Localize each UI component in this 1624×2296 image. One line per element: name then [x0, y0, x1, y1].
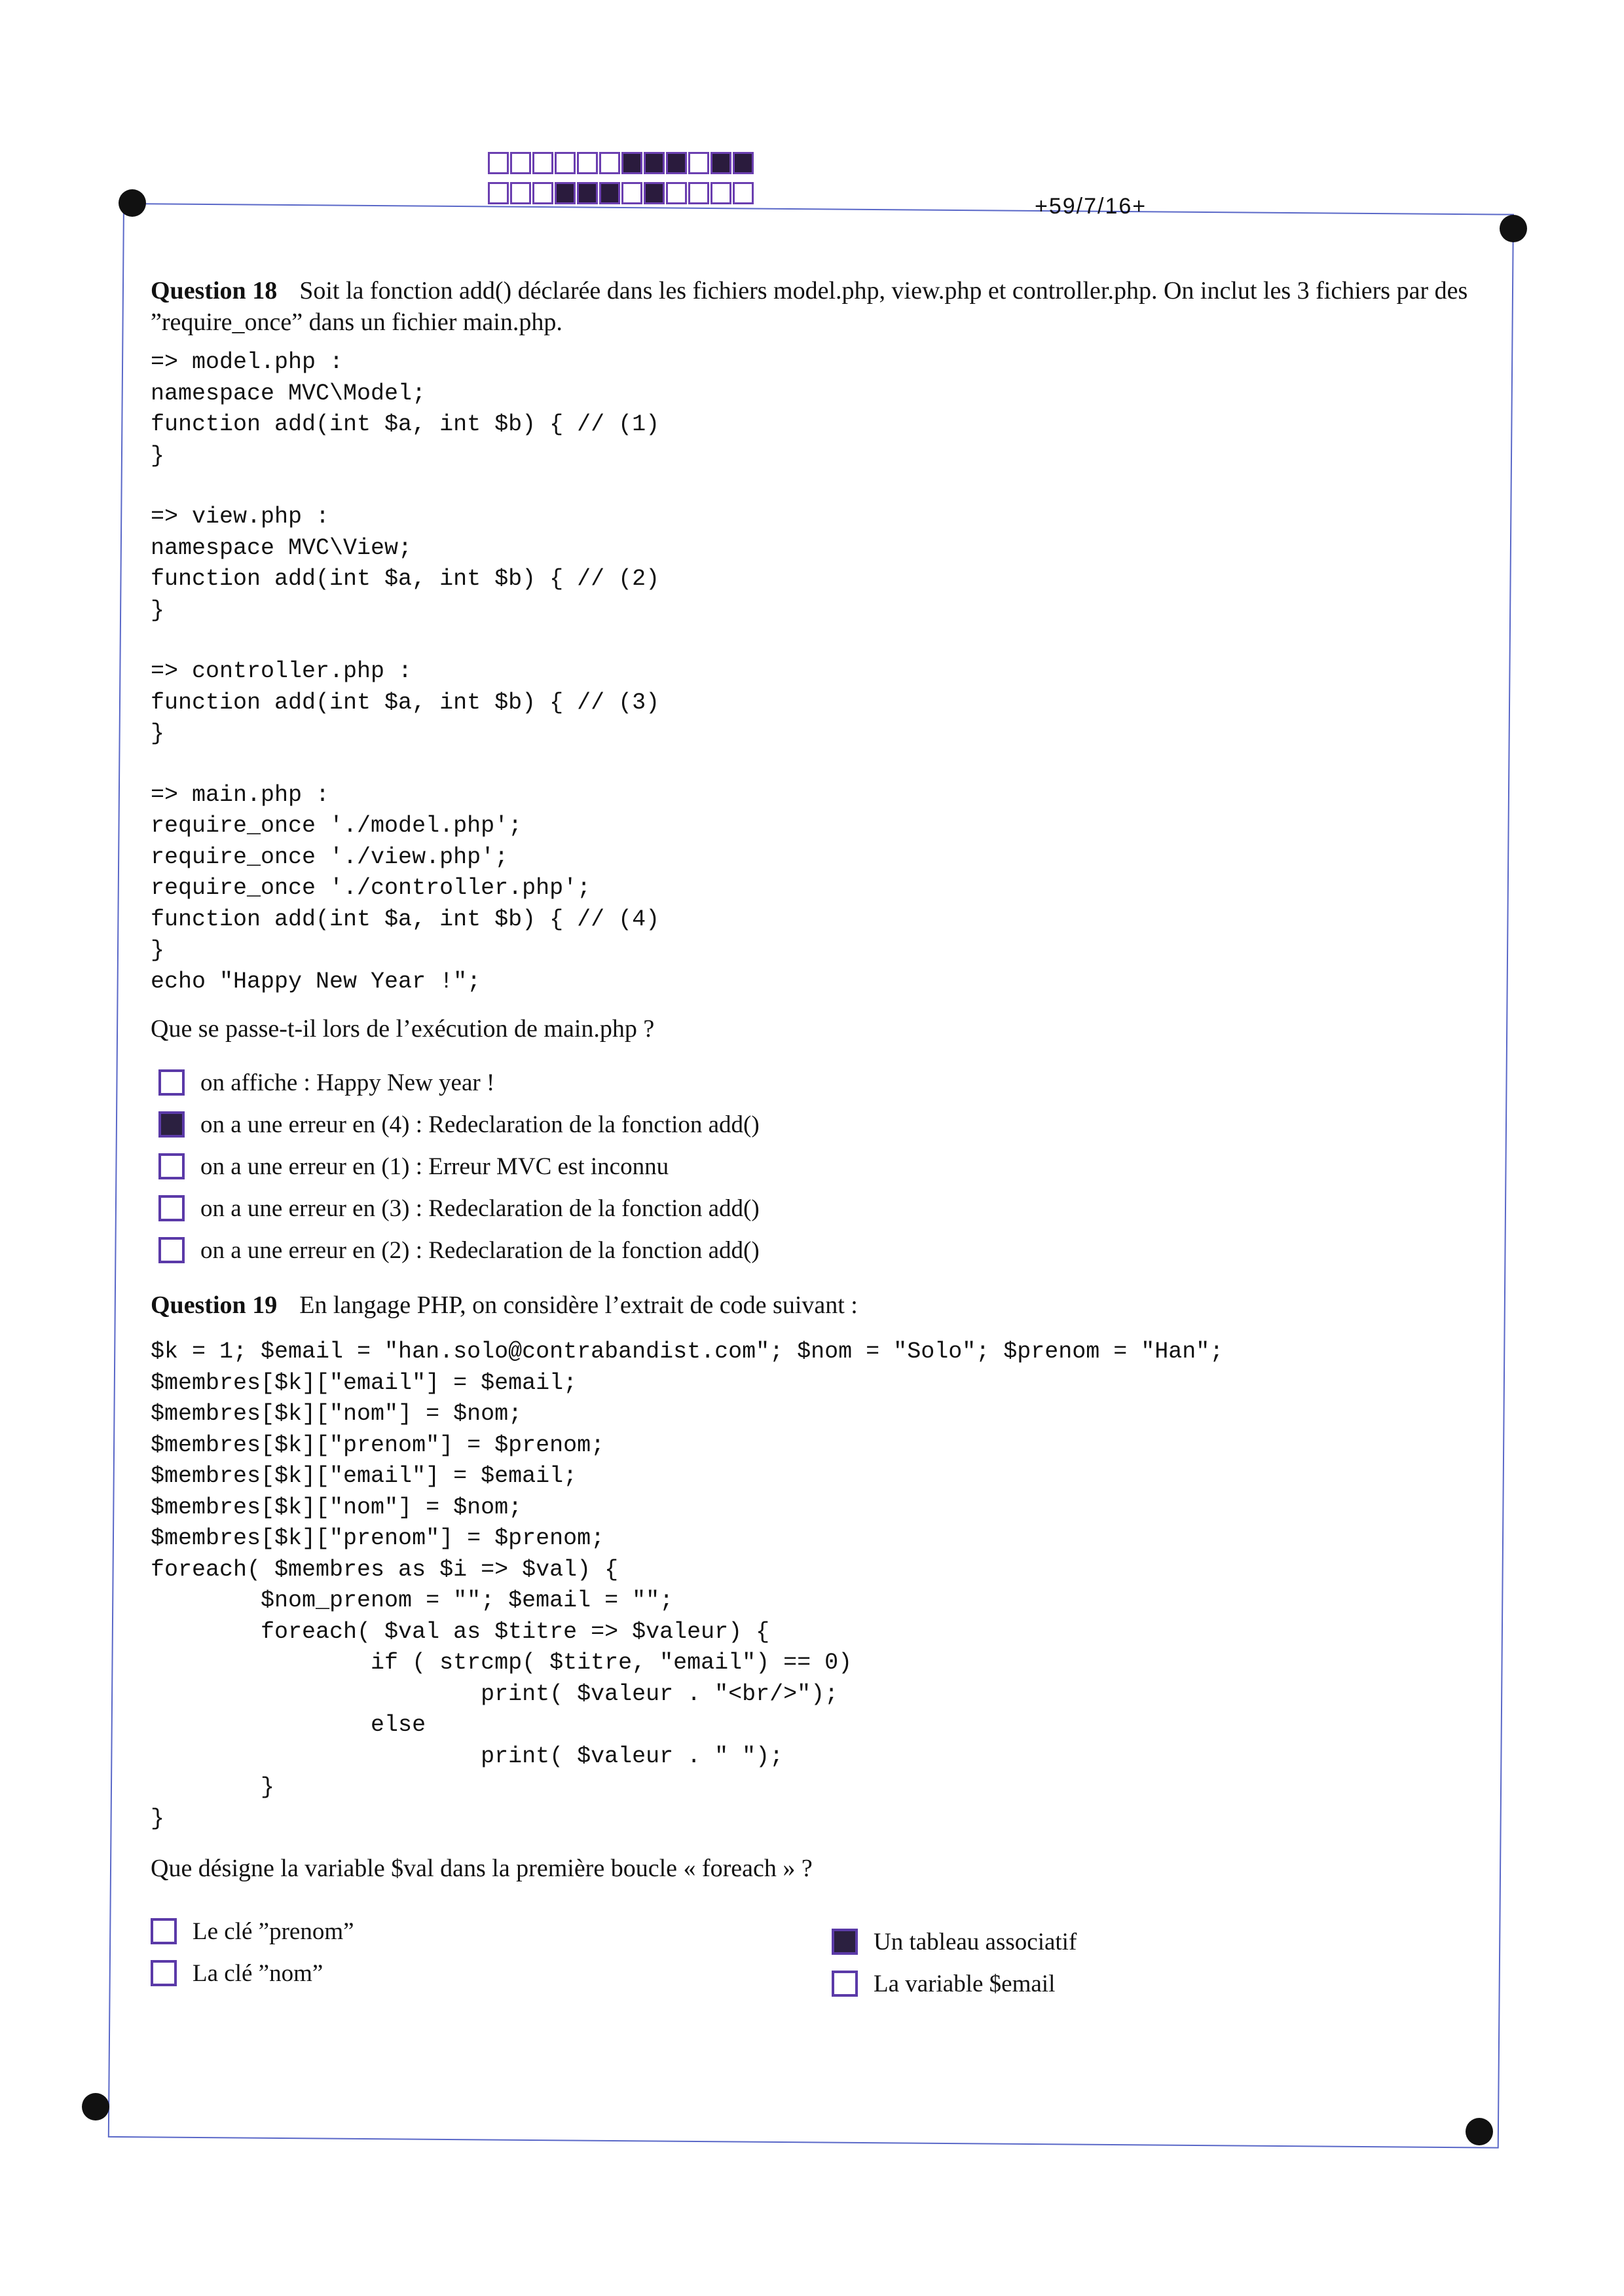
barcode-cell	[577, 152, 598, 174]
checkbox[interactable]	[151, 1918, 177, 1944]
barcode-cell	[644, 152, 665, 174]
choice-label: La clé ”nom”	[193, 1959, 323, 1987]
exam-content	[151, 275, 1493, 2009]
checkbox[interactable]	[832, 1929, 858, 1955]
corner-mark-top-left	[119, 189, 146, 217]
barcode-cell	[688, 152, 709, 174]
choice-label: on a une erreur en (3) : Redeclaration de la fonction add()	[200, 1194, 760, 1222]
question-19-header	[151, 1289, 1493, 1321]
code-view-text: => view.php : namespace MVC\View; function add(int $a, int $b) { // (2) }	[151, 504, 660, 623]
corner-mark-top-right	[1500, 215, 1527, 242]
choice-item[interactable]	[832, 1963, 1077, 2005]
question-18-label: Question 18	[151, 277, 278, 305]
question-19-prompt: Que désigne la variable $val dans la première boucle « foreach » ?	[151, 1855, 813, 1882]
checkbox[interactable]	[158, 1237, 185, 1263]
checkbox[interactable]	[158, 1069, 185, 1096]
barcode-cell	[532, 152, 553, 174]
code-main-text: => main.php : require_once './model.php'; require_once './view.php'; require_once './controller.php'; function add(int $a, int $b) { // (4) } echo "Happy New Year !";	[151, 781, 660, 995]
choices-left-column	[151, 1910, 354, 1994]
question-18-text: Soit la fonction add() déclarée dans les fichiers model.php, view.php et controller.php. On inclut les 3 fichiers par des ”require_once” dans un fichier main.php.	[151, 277, 1468, 336]
code-main	[151, 780, 1493, 998]
choice-label: on affiche : Happy New year !	[200, 1069, 495, 1096]
choice-item[interactable]	[158, 1145, 1493, 1187]
choice-item[interactable]	[832, 1921, 1077, 1963]
question-19-label: Question 19	[151, 1291, 278, 1319]
checkbox[interactable]	[151, 1960, 177, 1986]
barcode-cell	[488, 182, 509, 204]
choice-label: La variable $email	[874, 1970, 1056, 1997]
checkbox[interactable]	[832, 1971, 858, 1997]
barcode-cell	[488, 152, 509, 174]
question-18-prompt: Que se passe-t-il lors de l’exécution de main.php ?	[151, 1015, 655, 1043]
barcode-cell	[666, 182, 687, 204]
barcode-cell	[710, 152, 731, 174]
barcode-cell	[510, 152, 531, 174]
code-model	[151, 347, 1493, 472]
choice-label: Le clé ”prenom”	[193, 1917, 354, 1945]
barcode-cell	[599, 152, 620, 174]
code-controller	[151, 656, 1493, 750]
barcode-cell	[710, 182, 731, 204]
choice-label: Un tableau associatif	[874, 1928, 1077, 1955]
question-19-text: En langage PHP, on considère l’extrait de code suivant :	[299, 1291, 858, 1319]
barcode-cell	[733, 182, 754, 204]
barcode-cell	[555, 182, 576, 204]
choice-item[interactable]	[158, 1187, 1493, 1229]
barcode-cell	[621, 152, 642, 174]
page-id: +59/7/16+	[1035, 194, 1147, 219]
checkbox[interactable]	[158, 1111, 185, 1138]
barcode-cell	[666, 152, 687, 174]
barcode-cell	[599, 182, 620, 204]
barcode-cell	[733, 152, 754, 174]
question-18-header	[151, 275, 1493, 338]
code-q19	[151, 1337, 1493, 1834]
corner-mark-bottom-right	[1466, 2118, 1493, 2145]
barcode-cell	[688, 182, 709, 204]
barcode-cell	[577, 182, 598, 204]
choice-item[interactable]	[158, 1062, 1493, 1103]
checkbox[interactable]	[158, 1195, 185, 1221]
choice-item[interactable]	[158, 1229, 1493, 1271]
choice-item[interactable]	[158, 1103, 1493, 1145]
barcode-cell	[532, 182, 553, 204]
checkbox[interactable]	[158, 1153, 185, 1179]
barcode-row	[488, 152, 755, 178]
choice-item[interactable]	[151, 1952, 354, 1994]
barcode-cell	[555, 152, 576, 174]
corner-mark-bottom-left	[82, 2093, 109, 2120]
choices-right-column	[832, 1921, 1077, 2005]
barcode-cell	[644, 182, 665, 204]
code-controller-text: => controller.php : function add(int $a, int $b) { // (3) }	[151, 658, 660, 747]
barcode	[488, 152, 755, 212]
barcode-cell	[510, 182, 531, 204]
choice-label: on a une erreur en (2) : Redeclaration de la fonction add()	[200, 1236, 760, 1264]
code-view	[151, 502, 1493, 626]
code-q19-text: $k = 1; $email = "han.solo@contrabandist.com"; $nom = "Solo"; $prenom = "Han"; $membres[$k]["email"] = $email; $membres[$k]["nom"] = $nom; $membres[$k]["prenom"] = $prenom; $membres[$k]["email"] = $email; $membres[$k]["nom"] = $nom; $membres[$k]["prenom"] = $prenom; foreach( $membres as $i => $val) { $nom_prenom = ""; $email = ""; foreach( $val as $titre => $valeur) { if ( strcmp( $titre, "email") == 0) print( $valeur . "<br/>"); else print( $valeur . " "); } }	[151, 1339, 1224, 1832]
question-19-choices	[151, 1910, 1493, 2009]
choice-label: on a une erreur en (4) : Redeclaration de la fonction add()	[200, 1111, 760, 1138]
barcode-row	[488, 182, 755, 208]
choice-label: on a une erreur en (1) : Erreur MVC est inconnu	[200, 1153, 669, 1180]
choice-item[interactable]	[151, 1910, 354, 1952]
barcode-cell	[621, 182, 642, 204]
code-model-text: => model.php : namespace MVC\Model; function add(int $a, int $b) { // (1) }	[151, 349, 660, 469]
question-18-choices	[158, 1062, 1493, 1271]
